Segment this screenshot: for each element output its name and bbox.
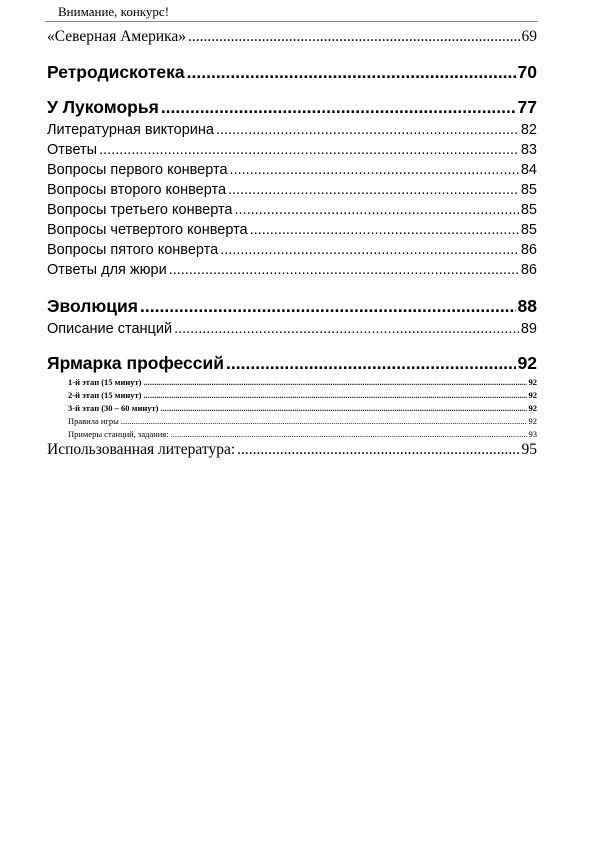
toc-page-number: 92	[528, 416, 537, 426]
toc-page-number: 86	[520, 242, 537, 258]
toc-section-title: Ярмарка профессий	[47, 353, 225, 373]
toc-subentry-title: 2-й этап (15 минут)	[68, 390, 142, 400]
toc-dot-leader	[99, 141, 519, 159]
toc-page-number: 70	[517, 62, 537, 82]
toc-entry-otvety[interactable]	[47, 141, 537, 159]
toc-entry-voprosy-vtorogo-konverta[interactable]	[47, 181, 537, 199]
toc-page-number: 84	[520, 162, 537, 178]
toc-subentry-title: Примеры станций, задания:	[68, 429, 169, 439]
toc-entry-ispolzovannaya-literatura[interactable]	[47, 441, 537, 459]
toc-entry-title: Вопросы третьего конверта	[47, 202, 233, 218]
toc-section-title: Ретродискотека	[47, 62, 185, 82]
toc-section-yarmarka-professiy[interactable]	[47, 353, 537, 374]
toc-dot-leader	[226, 353, 515, 374]
toc-page-number: 85	[520, 182, 537, 198]
toc-section-u-lukomorya[interactable]	[47, 97, 537, 118]
toc-dot-leader	[161, 403, 527, 414]
toc-subentry-title: 1-й этап (15 минут)	[68, 377, 142, 387]
toc-entry-title: Описание станций	[47, 321, 173, 337]
toc-entry-voprosy-tretego-konverta[interactable]	[47, 201, 537, 219]
toc-page-number: 85	[520, 222, 537, 238]
toc-entry-otvety-dlya-zhyuri[interactable]	[47, 261, 537, 279]
toc-subentry-etap-2[interactable]	[68, 390, 537, 401]
toc-dot-leader	[230, 161, 519, 179]
toc-section-retrodiskoteka[interactable]	[47, 62, 537, 83]
toc-entry-literaturnaya-viktorina[interactable]	[47, 121, 537, 139]
toc-page-number: 89	[520, 321, 537, 337]
toc-dot-leader	[235, 201, 519, 219]
toc-page-number: 86	[520, 262, 537, 278]
toc-dot-leader	[237, 441, 519, 459]
toc-subentry-etap-3[interactable]	[68, 403, 537, 414]
toc-dot-leader	[228, 181, 519, 199]
toc-subentry-pravila-igry[interactable]	[68, 416, 537, 427]
header-rule	[45, 21, 538, 22]
toc-page-number: 69	[521, 28, 537, 45]
toc-entry-title: Использованная литература:	[47, 441, 236, 458]
toc-dot-leader	[144, 390, 527, 401]
toc-entry-title: Вопросы пятого конверта	[47, 242, 219, 258]
toc-page-number: 83	[520, 142, 537, 158]
toc-page-number: 85	[520, 202, 537, 218]
toc-page-number: 92	[528, 390, 537, 400]
toc-dot-leader	[161, 97, 516, 118]
toc-entry-title: Литературная викторина	[47, 122, 214, 138]
toc-dot-leader	[216, 121, 519, 139]
toc-entry-title: «Северная Америка»	[47, 28, 187, 45]
toc-entry-title: Ответы для жюри	[47, 262, 167, 278]
toc-dot-leader	[220, 241, 519, 259]
toc-page-number: 92	[528, 377, 537, 387]
toc-entry-title: Вопросы второго конверта	[47, 182, 227, 198]
toc-page-number: 95	[521, 441, 537, 458]
toc-dot-leader	[169, 261, 519, 279]
toc-dot-leader	[144, 377, 527, 388]
toc-subentry-primery-stantsiy[interactable]	[68, 429, 537, 440]
toc-dot-leader	[171, 429, 527, 440]
toc-page-number: 77	[517, 97, 537, 117]
toc-dot-leader	[174, 320, 519, 338]
toc-entry-title: Вопросы четвертого конверта	[47, 222, 248, 238]
toc-entry-voprosy-chetvertogo-konverta[interactable]	[47, 221, 537, 239]
running-header: Внимание, конкурс!	[58, 4, 170, 19]
toc-subentry-etap-1[interactable]	[68, 377, 537, 388]
toc-page-number: 92	[517, 353, 537, 373]
toc-section-evolyutsiya[interactable]	[47, 296, 537, 317]
toc-dot-leader	[187, 62, 516, 83]
toc-section-title: Эволюция	[47, 296, 139, 316]
toc-subentry-title: 3-й этап (30 – 60 минут)	[68, 403, 159, 413]
toc-entry-voprosy-pyatogo-konverta[interactable]	[47, 241, 537, 259]
toc-entry-title: Вопросы первого конверта	[47, 162, 228, 178]
toc-dot-leader	[140, 296, 516, 317]
toc-dot-leader	[188, 28, 519, 46]
toc-page-number: 93	[528, 429, 537, 439]
toc-dot-leader	[250, 221, 519, 239]
toc-entry-severnaya-amerika[interactable]	[47, 28, 537, 46]
toc-entry-title: Ответы	[47, 142, 98, 158]
toc-page-number: 88	[517, 296, 537, 316]
toc-entry-voprosy-pervogo-konverta[interactable]	[47, 161, 537, 179]
toc-dot-leader	[121, 416, 527, 427]
toc-subentry-title: Правила игры	[68, 416, 119, 426]
toc-entry-opisanie-stantsiy[interactable]	[47, 320, 537, 338]
toc-page-number: 92	[528, 403, 537, 413]
toc-section-title: У Лукоморья	[47, 97, 159, 117]
toc-page-number: 82	[520, 122, 537, 138]
